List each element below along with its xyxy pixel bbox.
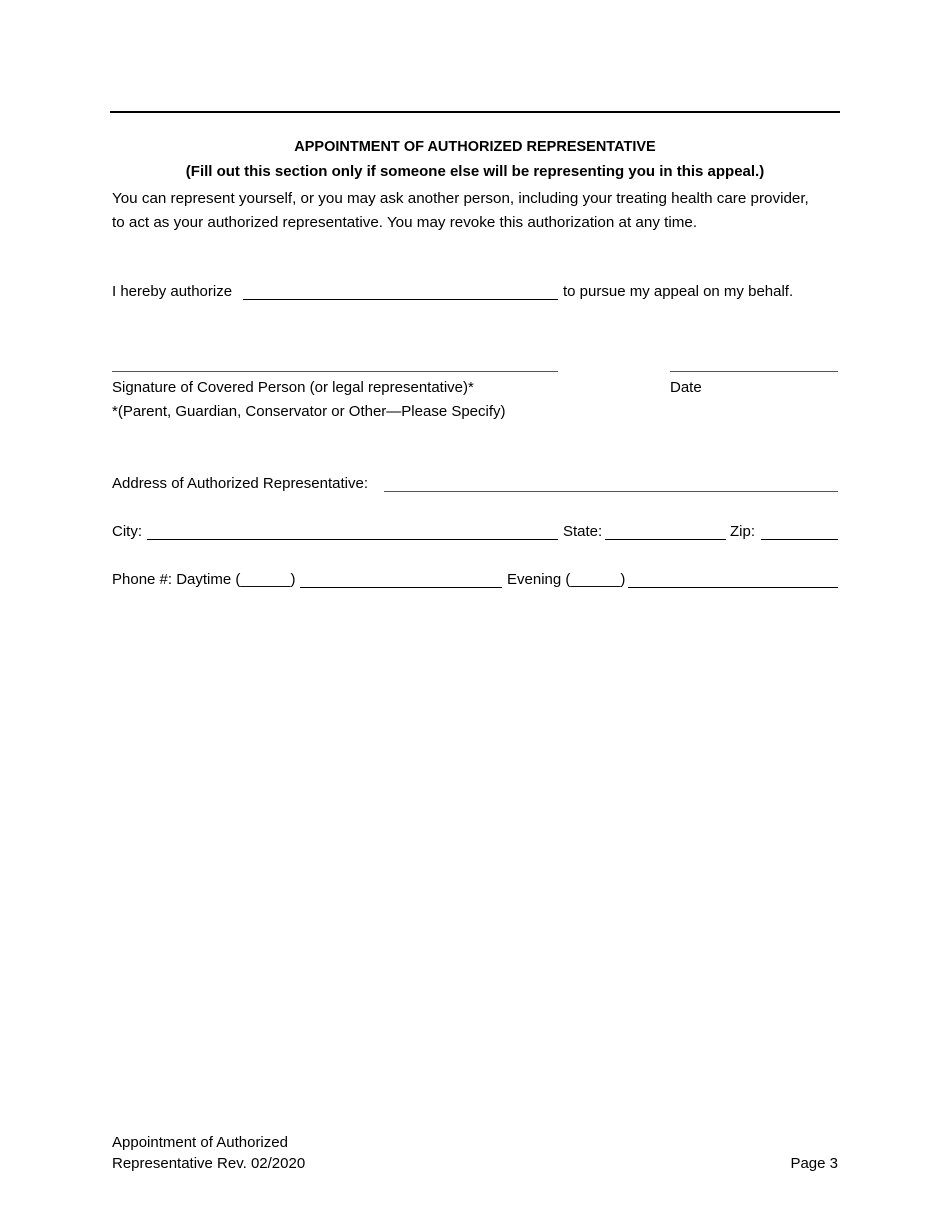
intro-line-2: to act as your authorized representative. You may revoke this authorization at any time. [112,214,698,231]
state-label: State: [563,523,603,540]
phone-evening-label: Evening (______) [507,571,626,588]
address-field[interactable] [384,491,838,492]
intro-paragraph [112,187,852,235]
footer-doc-line-1: Appointment of Authorized [112,1134,288,1151]
footer-doc-line-2: Representative Rev. 02/2020 [112,1155,306,1172]
section-subtitle: (Fill out this section only if someone else will be representing you in this appeal.) [185,163,765,180]
date-field[interactable] [670,371,838,372]
authorized-representative-name-field[interactable] [243,299,558,300]
phone-daytime-label: Phone #: Daytime (______) [112,571,296,588]
phone-evening-field[interactable] [628,587,838,588]
signature-label: Signature of Covered Person (or legal representative)* [112,379,474,396]
city-label: City: [112,523,142,540]
top-divider [110,111,840,113]
state-field[interactable] [605,539,726,540]
authorize-suffix-label: to pursue my appeal on my behalf. [563,283,794,300]
signature-field[interactable] [112,371,558,372]
phone-daytime-field[interactable] [300,587,502,588]
signature-note: *(Parent, Guardian, Conservator or Other—Please Specify) [112,403,506,420]
intro-line-1: You can represent yourself, or you may ask another person, including your treating health care provider, [112,190,809,207]
authorize-prefix-label: I hereby authorize [112,283,233,300]
zip-label: Zip: [730,523,756,540]
section-title: APPOINTMENT OF AUTHORIZED REPRESENTATIVE [294,139,656,155]
zip-field[interactable] [761,539,838,540]
date-label: Date [670,379,702,396]
address-label: Address of Authorized Representative: [112,475,368,492]
city-field[interactable] [147,539,558,540]
page-number: Page 3 [790,1155,838,1172]
footer-doc-info [112,1132,305,1174]
